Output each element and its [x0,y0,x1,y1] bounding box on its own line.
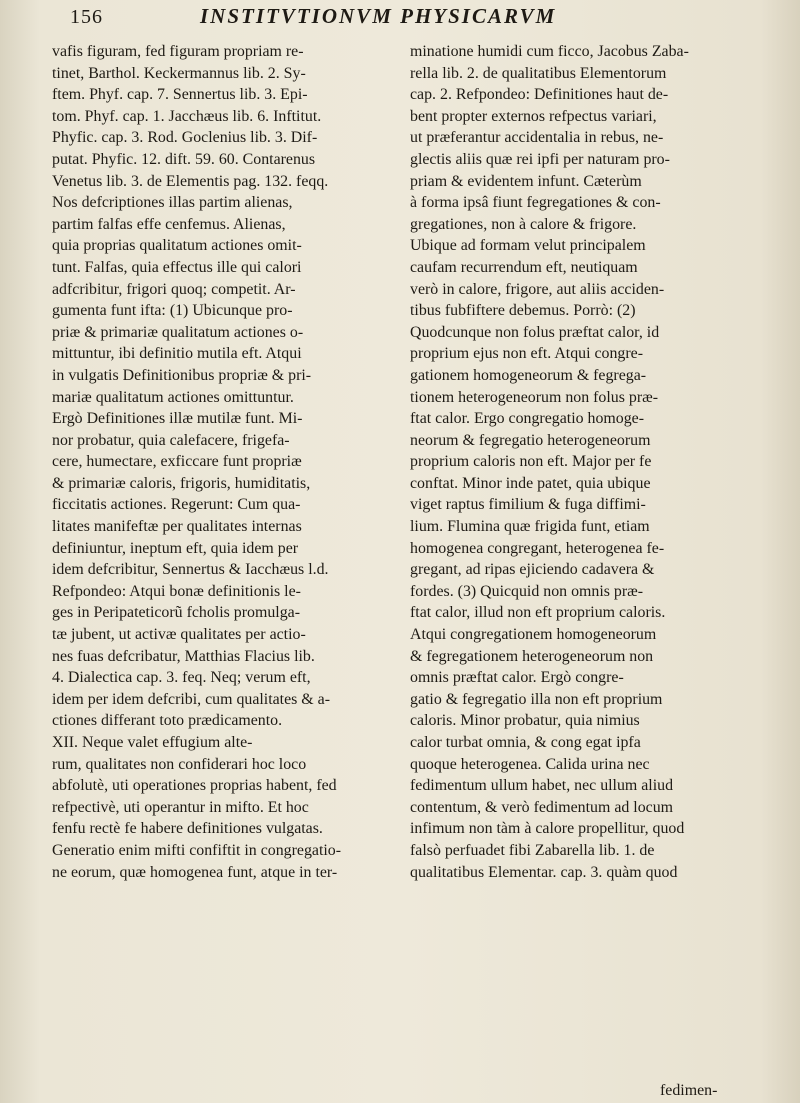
text-line: definiuntur, ineptum eft, quia idem per [52,539,299,557]
text-line: homogenea congregant, heterogenea fe- [410,539,665,557]
text-line: lium. Flumina quæ frigida funt, etiam [410,518,650,536]
text-line: ut præferantur accidentalia in rebus, ne- [410,129,664,147]
left-text-column [52,41,392,883]
catchword: fedimen- [660,1082,718,1099]
text-line: verò in calore, frigore, aut aliis acciden- [410,280,665,298]
text-line: Ergò Definitiones illæ mutilæ funt. Mi- [52,410,303,428]
text-line: Phyfic. cap. 3. Rod. Goclenius lib. 3. Dif- [52,129,318,147]
text-line: & primariæ caloris, frigoris, humiditatis, [52,474,311,492]
text-line: mittuntur, ibi definitio mutila eft. Atqui [52,345,302,363]
text-line: minatione humidi cum ficco, Jacobus Zaba- [410,43,689,60]
text-line: vafis figuram, fed figuram propriam re- [52,43,304,60]
text-line: ges in Peripateticorũ fcholis promulga- [52,604,301,622]
text-line: Quodcunque non folus præftat calor, id [410,323,660,341]
text-line: ne eorum, quæ homogenea funt, atque in ter- [52,863,338,881]
text-line: rella lib. 2. de qualitatibus Elementorum [410,64,667,82]
text-line: falsò perfuadet fibi Zabarella lib. 1. de [410,841,655,859]
text-line: gationem homogeneorum & fegrega- [410,366,647,384]
text-line: cap. 2. Refpondeo: Definitiones haut de- [410,86,669,104]
text-line: abfolutè, uti operationes proprias habent, fed [52,777,337,795]
text-line: gatio & fegregatio illa non eft proprium [410,690,663,708]
text-line: priam & evidentem infunt. Cæterùm [410,172,642,190]
text-line: tunt. Falfas, quia effectus ille qui calori [52,258,302,276]
page-number: 156 [70,6,103,28]
text-line: Generatio enim mifti confiftit in congregatio- [52,841,342,859]
text-line: idem defcribitur, Sennertus & Iacchæus l.d. [52,561,329,579]
text-line: fordes. (3) Quicquid non omnis præ- [410,582,644,600]
text-line: idem per idem defcribi, cum qualitates & a- [52,690,330,708]
text-line: fenfu rectè fe habere definitiones vulgatas. [52,820,323,838]
text-line: priæ & primariæ qualitatum actiones o- [52,323,304,341]
text-line: putat. Phyfic. 12. dift. 59. 60. Contarenus [52,150,316,168]
text-line: adfcribitur, frigori quoq; competit. Ar- [52,280,296,298]
text-line: contentum, & verò fedimentum ad locum [410,798,674,816]
text-line: ftat calor. Ergo congregatio homoge- [410,410,645,428]
text-line: nor probatur, quia calefacere, frigefa- [52,431,290,449]
text-line: Atqui congregationem homogeneorum [410,626,657,644]
text-line: proprium caloris non eft. Major per fe [410,453,652,471]
text-line: partim falfas effe cenfemus. Alienas, [52,215,286,233]
text-line: fedimentum ullum habet, nec ullum aliud [410,777,674,795]
text-line: ftem. Phyf. cap. 7. Sennertus lib. 3. Epi- [52,86,308,104]
text-line: quoque heterogenea. Calida urina nec [410,755,650,773]
text-line: cere, humectare, exficcare funt propriæ [52,453,302,471]
text-line: qualitatibus Elementar. cap. 3. quàm quod [410,863,678,881]
text-line: Refpondeo: Atqui bonæ definitionis le- [52,582,301,600]
text-line: 4. Dialectica cap. 3. feq. Neq; verum eft, [52,669,311,687]
text-line: calor turbat omnia, & cong egat ipfa [410,734,641,751]
text-line: gumenta funt ifta: (1) Ubicunque pro- [52,302,293,320]
text-line: refpectivè, uti operantur in mifto. Et hoc [52,798,309,816]
running-head: INSTITVTIONVM PHYSICARVM [200,4,557,28]
text-line: viget raptus fimilium & fuga diffimi- [410,496,646,514]
text-line: & fegregationem heterogeneorum non [410,647,654,665]
right-text-column [410,41,758,883]
text-line: omnis præftat calor. Ergò congre- [410,669,624,687]
text-line: Nos defcriptiones illas partim alienas, [52,194,293,212]
text-line: XII. Neque valet effugium alte- [52,734,253,751]
text-line: caloris. Minor probatur, quia nimius [410,712,640,730]
text-line: ctiones differant toto prædicamento. [52,712,283,730]
text-line: ftat calor, illud non eft proprium caloris. [410,604,666,622]
text-line: nes fuas defcribatur, Matthias Flacius lib. [52,647,315,665]
text-line: glectis aliis quæ rei ipfi per naturam pro- [410,150,670,168]
text-line: Venetus lib. 3. de Elementis pag. 132. feqq. [52,172,329,190]
text-line: quia proprias qualitatum actiones omit- [52,237,302,255]
text-line: caufam recurrendum eft, neutiquam [410,258,638,276]
text-line: tom. Phyf. cap. 1. Jacchæus lib. 6. Inftitut. [52,107,322,125]
text-line: rum, qualitates non confiderari hoc loco [52,755,307,773]
text-line: gregant, ad ripas ejiciendo cadavera & [410,561,655,579]
text-line: Ubique ad formam velut principalem [410,237,646,255]
text-line: ficcitatis actiones. Regerunt: Cum qua- [52,496,301,514]
text-line: proprium ejus non eft. Atqui congre- [410,345,644,363]
text-line: tibus fubfiftere debemus. Porrò: (2) [410,302,636,320]
text-line: à forma ipsâ fiunt fegregationes & con- [410,194,661,212]
text-line: gregationes, non à calore & frigore. [410,215,637,233]
text-line: neorum & fegregatio heterogeneorum [410,431,651,449]
text-line: mariæ qualitatum actiones omittuntur. [52,388,294,406]
text-line: litates manifeftæ per qualitates internas [52,518,302,536]
page-header [70,4,760,40]
text-line: tionem heterogeneorum non folus præ- [410,388,659,406]
text-line: tæ jubent, ut activæ qualitates per actio- [52,626,306,644]
text-line: conftat. Minor inde patet, quia ubique [410,474,651,492]
text-line: bent propter externos refpectus variari, [410,107,657,125]
text-line: infimum non tàm à calore propellitur, quod [410,820,685,838]
text-line: in vulgatis Definitionibus propriæ & pri- [52,366,312,384]
text-line: tinet, Barthol. Keckermannus lib. 2. Sy- [52,64,306,82]
